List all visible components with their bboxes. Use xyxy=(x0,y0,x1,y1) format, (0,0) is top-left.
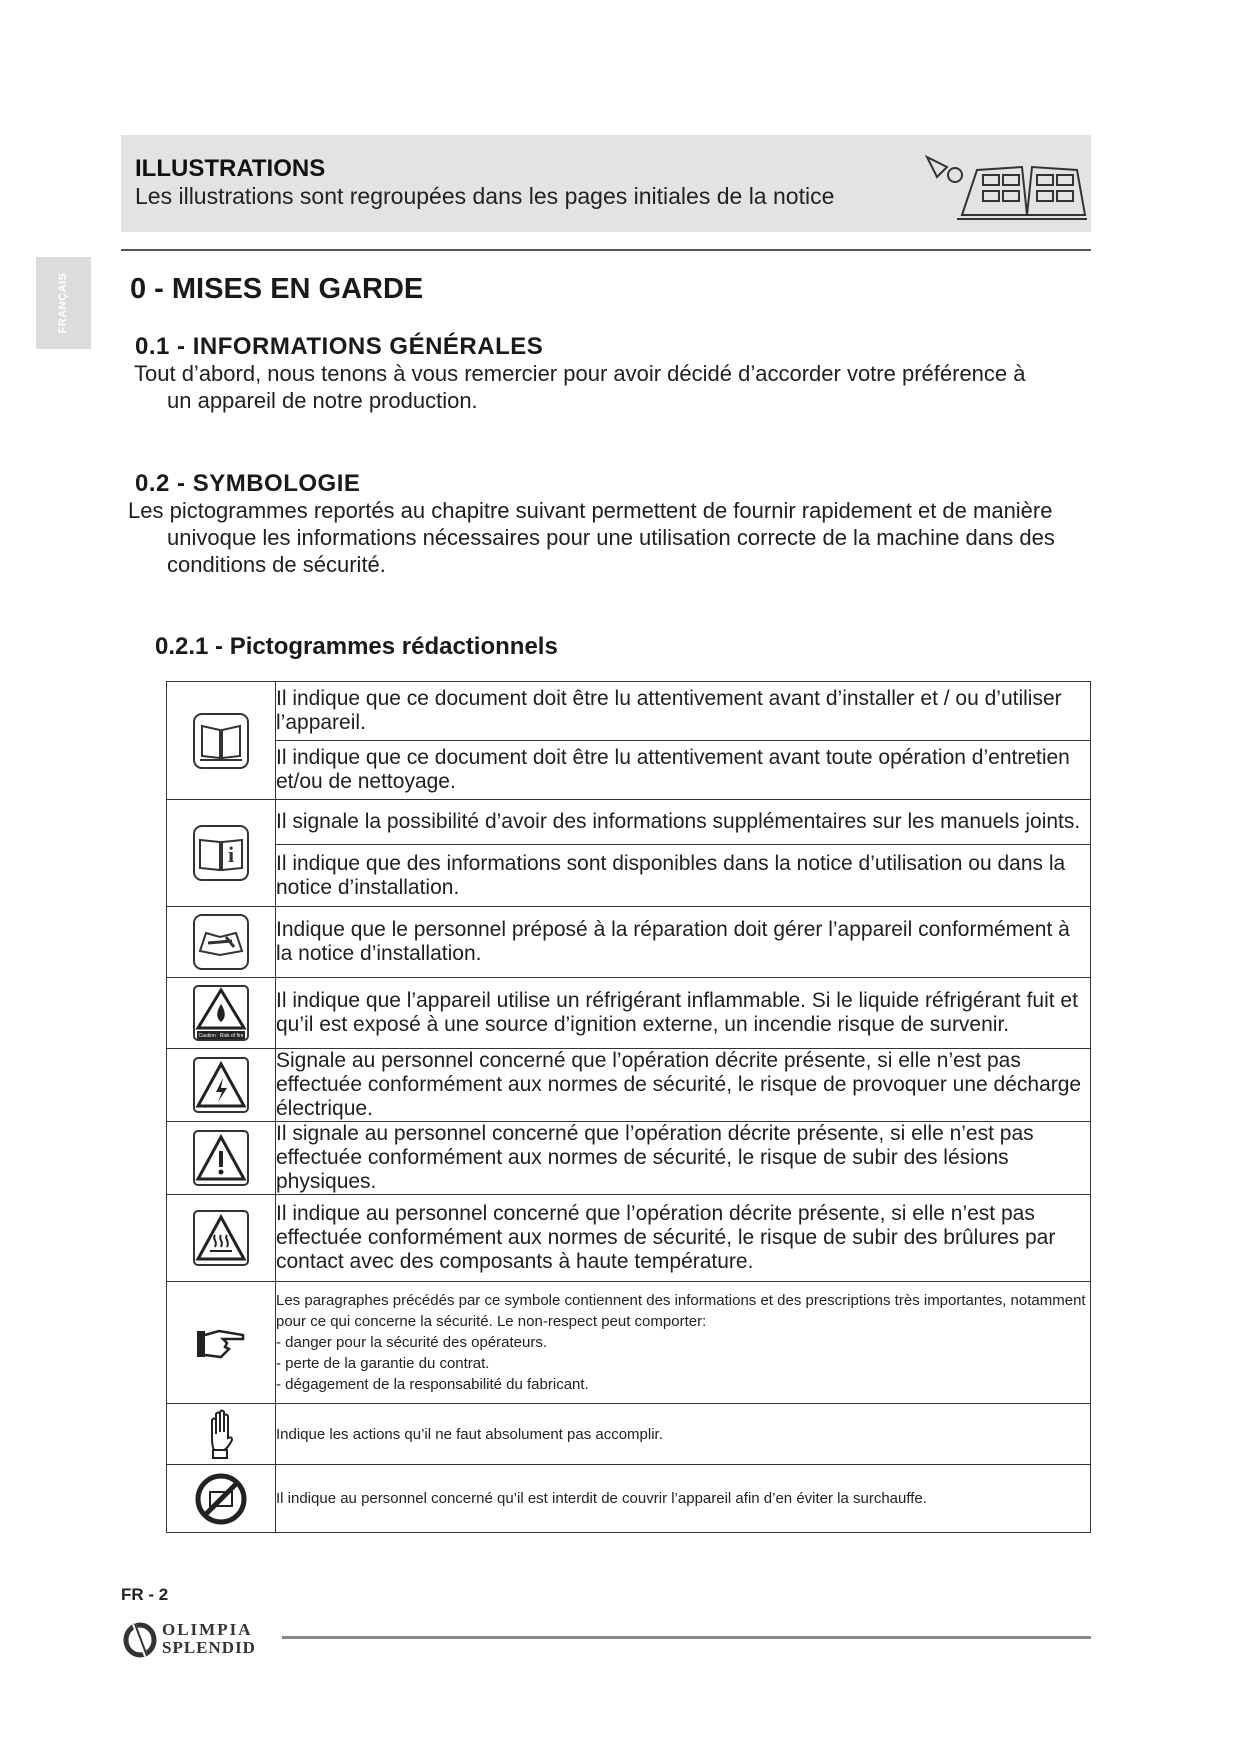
section-0-1-text xyxy=(134,360,1026,414)
row-text: Indique que le personnel préposé à la réparation doit gérer l’appareil conformément à la notice d’installation. xyxy=(276,907,1091,978)
table-row xyxy=(167,741,1091,800)
open-book-with-magnifier-icon xyxy=(917,145,1087,225)
icon-cell xyxy=(167,682,276,800)
row-text: Il signale la possibilité d’avoir des informations supplémentaires sur les manuels joints. xyxy=(276,800,1091,845)
list-item: - dégagement de la responsabilité du fabricant. xyxy=(276,1374,1090,1395)
section-0-2-1-title: 0.2.1 - Pictogrammes rédactionnels xyxy=(155,633,558,660)
brand-name-line2: SPLENDID xyxy=(162,1638,256,1657)
banner-title: ILLUSTRATIONS xyxy=(135,155,326,182)
row-text: Il indique que l’appareil utilise un réfrigérant inflammable. Si le liquide réfrigérant fuit et qu’il est exposé à une source d’ignition externe, un incendie risque de survenir. xyxy=(276,978,1091,1049)
row-text: Il indique que ce document doit être lu attentivement avant toute opération d’entretien et/ou de nettoyage. xyxy=(276,741,1091,800)
row-text: Il indique au personnel concerné que l’opération décrite présente, si elle n’est pas effectuée conformément aux normes de sécurité, le risque de subir des brûlures par contact avec des composants à haute température. xyxy=(276,1195,1091,1282)
table-row xyxy=(167,845,1091,907)
row-text: Les paragraphes précédés par ce symbole contiennent des informations et des prescriptions très importantes, notamment pour ce qui concerne la sécurité. Le non-respect peut comporter: xyxy=(276,1292,1086,1330)
section-0-2-line2: univoque les informations nécessaires pour une utilisation correcte de la machine dans des xyxy=(167,525,1055,550)
row-text: Il indique au personnel concerné qu’il est interdit de couvrir l’appareil afin d’en éviter la surchauffe. xyxy=(276,1465,1091,1533)
manual-book-icon xyxy=(192,712,250,770)
flammable-icon-caption: Caution : Risk of fire xyxy=(198,1033,244,1039)
icon-cell xyxy=(167,1049,276,1122)
section-0-1-line1: Tout d’abord, nous tenons à vous remercier pour avoir décidé d’accorder votre préférence à xyxy=(134,361,1026,386)
icon-cell xyxy=(167,800,276,907)
flammable-warning-icon xyxy=(192,984,250,1042)
hot-surface-warning-icon xyxy=(192,1209,250,1267)
section-0-title: 0 - MISES EN GARDE xyxy=(130,273,424,305)
icon-cell xyxy=(167,978,276,1049)
row-text: Il indique que ce document doit être lu attentivement avant d’installer et / ou d’utiliser l’appareil. xyxy=(276,682,1091,741)
svg-text:i: i xyxy=(227,842,235,867)
icon-cell xyxy=(167,1282,276,1404)
table-row xyxy=(167,907,1091,978)
icon-cell xyxy=(167,1122,276,1195)
consequence-list xyxy=(276,1332,1090,1395)
icon-cell xyxy=(167,907,276,978)
brand-name-line1: OLIMPIA xyxy=(162,1620,253,1639)
table-row xyxy=(167,682,1091,741)
electric-shock-warning-icon xyxy=(192,1056,250,1114)
section-0-2-title: 0.2 - SYMBOLOGIE xyxy=(135,470,361,497)
brand-logo xyxy=(120,1618,280,1658)
banner-text: Les illustrations sont regroupées dans les pages initiales de la notice xyxy=(135,183,835,209)
list-item: - perte de la garantie du contrat. xyxy=(276,1353,1090,1374)
illustrations-banner xyxy=(121,135,1091,232)
info-book-icon xyxy=(192,824,250,882)
row-text: Il signale au personnel concerné que l’opération décrite présente, si elle n’est pas effectuée conformément aux normes de sécurité, le risque de subir des lésions physiques. xyxy=(276,1122,1091,1195)
pictogram-table xyxy=(166,681,1091,1533)
list-item: - danger pour la sécurité des opérateurs. xyxy=(276,1332,1090,1353)
table-row xyxy=(167,1195,1091,1282)
footer-rule xyxy=(282,1636,1091,1639)
row-text: Signale au personnel concerné que l’opération décrite présente, si elle n’est pas effectuée conformément aux normes de sécurité, le risque de provoquer une décharge électrique. xyxy=(276,1049,1091,1122)
section-0-1-title: 0.1 - INFORMATIONS GÉNÉRALES xyxy=(135,333,544,360)
do-not-cover-icon xyxy=(194,1472,248,1526)
icon-cell xyxy=(167,1404,276,1465)
table-row xyxy=(167,1465,1091,1533)
row-text-with-list xyxy=(276,1282,1091,1404)
row-text: Il indique que des informations sont disponibles dans la notice d’utilisation ou dans la notice d’installation. xyxy=(276,845,1091,907)
language-tab xyxy=(36,257,91,349)
table-row xyxy=(167,800,1091,845)
general-warning-icon xyxy=(192,1129,250,1187)
table-row xyxy=(167,1122,1091,1195)
section-0-1-line2: un appareil de notre production. xyxy=(167,388,478,413)
page-number: FR - 2 xyxy=(121,1585,169,1604)
header-rule xyxy=(121,249,1091,251)
stop-hand-icon xyxy=(206,1408,236,1460)
pointing-hand-icon xyxy=(195,1325,247,1361)
table-row xyxy=(167,1049,1091,1122)
service-manual-icon xyxy=(192,913,250,971)
icon-cell xyxy=(167,1195,276,1282)
table-row xyxy=(167,1282,1091,1404)
language-tab-label: FRANÇAIS xyxy=(57,272,69,334)
section-0-2-line3: conditions de sécurité. xyxy=(167,552,386,577)
olimpia-splendid-logo-icon xyxy=(120,1618,160,1658)
icon-cell xyxy=(167,1465,276,1533)
section-0-2-line1: Les pictogrammes reportés au chapitre suivant permettent de fournir rapidement et de manière xyxy=(128,498,1053,523)
table-row xyxy=(167,1404,1091,1465)
table-row xyxy=(167,978,1091,1049)
row-text: Indique les actions qu’il ne faut absolument pas accomplir. xyxy=(276,1404,1091,1465)
section-0-2-text xyxy=(128,497,1098,578)
